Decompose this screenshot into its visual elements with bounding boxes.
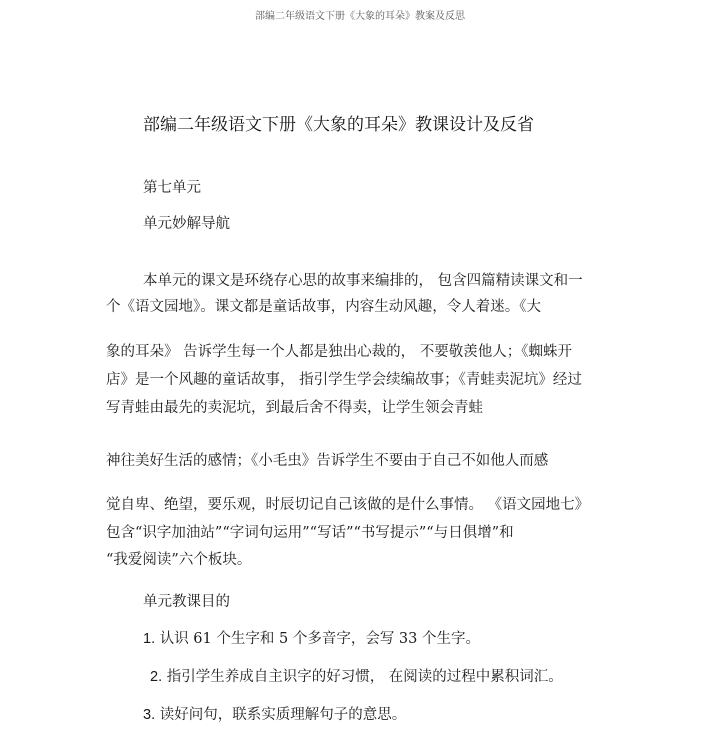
goal-number: 1.	[143, 631, 156, 647]
goal-item	[143, 627, 480, 648]
intro-line: 本单元的课文是环绕存心思的故事来编排的， 包含四篇精读课文和一	[143, 273, 583, 289]
goal-text: 认识 61 个生字和 5 个多音字，会写 33 个生字。	[159, 631, 480, 647]
intro-line: 觉自卑、绝望，要乐观，时辰切记自己该做的是什么事情。 《语文园地七》	[106, 497, 590, 513]
intro-line: “我爱阅读”六个板块。	[106, 552, 252, 568]
goals-heading: 单元教课目的	[143, 594, 230, 610]
goal-number: 3.	[143, 707, 156, 723]
intro-line: 店》是一个风趣的童话故事， 指引学生学会续编故事；《青蛙卖泥坑》经过	[106, 372, 582, 388]
goal-text: 读好问句，联系实质理解句子的意思。	[159, 707, 407, 723]
intro-line: 包含“识字加油站”“字词句运用”“写话”“书写提示”“与日俱增”和	[106, 525, 514, 541]
nav-heading: 单元妙解导航	[143, 216, 230, 232]
goal-text: 指引学生养成自主识字的好习惯， 在阅读的过程中累积词汇。	[166, 669, 563, 685]
document-title: 部编二年级语文下册《大象的耳朵》教课设计及反省	[143, 115, 534, 135]
running-header: 部编二年级语文下册《大象的耳朵》教案及反思	[255, 11, 465, 22]
goal-number: 2.	[150, 669, 163, 685]
intro-line: 个《语文园地》。课文都是童话故事，内容生动风趣，令人着迷。《大	[106, 299, 541, 315]
unit-label: 第七单元	[143, 180, 201, 196]
goal-item	[150, 665, 563, 686]
intro-line: 写青蛙由最先的卖泥坑，到最后舍不得卖，让学生领会青蛙	[106, 400, 483, 416]
intro-line: 神往美好生活的感情；《小毛虫》告诉学生不要由于自己不如他人而感	[106, 453, 549, 469]
goal-item	[143, 703, 406, 724]
intro-line: 象的耳朵》 告诉学生每一个人都是独出心裁的， 不要敬羡他人；《蜘蛛开	[106, 344, 572, 360]
